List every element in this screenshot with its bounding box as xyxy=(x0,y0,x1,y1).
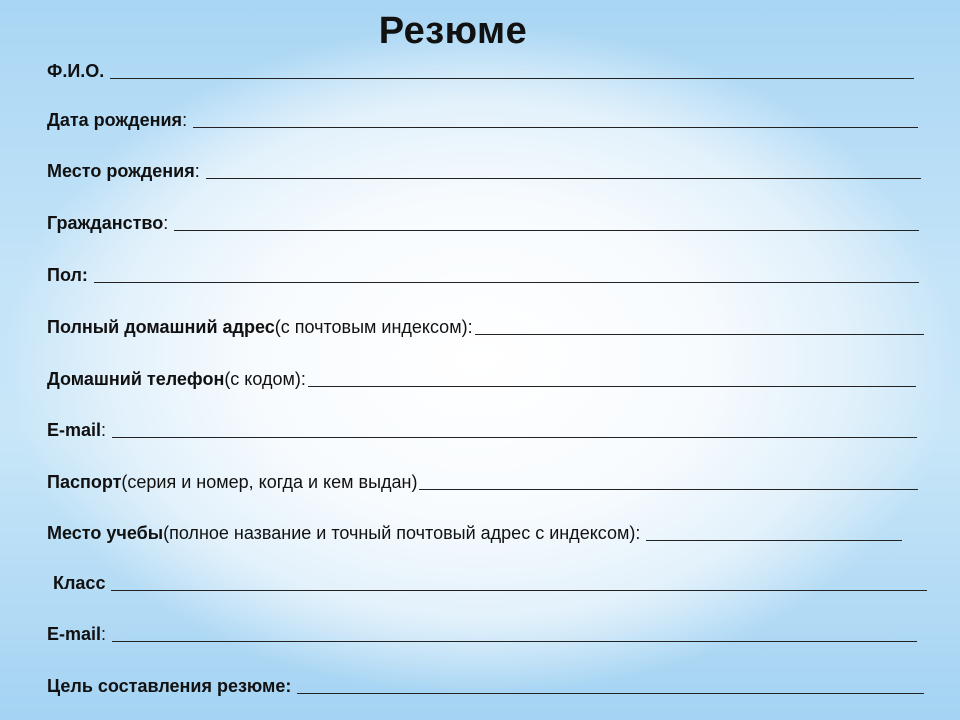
field-label-grade: Класс xyxy=(53,573,106,593)
field-hint-birthdate: : xyxy=(182,110,188,130)
field-hint-birthplace: : xyxy=(194,161,200,181)
field-row-address xyxy=(47,314,924,338)
page-title: Резюме xyxy=(378,10,528,52)
field-row-email-2 xyxy=(47,621,917,645)
goal-blank-line[interactable] xyxy=(297,693,924,694)
field-hint-passport: (серия и номер, когда и кем выдан) xyxy=(121,472,418,492)
passport-blank-line[interactable] xyxy=(419,489,918,490)
field-hint-citizenship: : xyxy=(163,213,169,233)
field-row-birthplace xyxy=(47,158,921,182)
field-row-goal xyxy=(47,673,924,697)
field-label-gender: Пол: xyxy=(47,265,88,285)
field-row-gender xyxy=(47,262,919,286)
field-label-birthdate: Дата рождения xyxy=(47,110,183,130)
field-label-goal: Цель составления резюме: xyxy=(47,676,292,696)
field-label-school: Место учебы xyxy=(47,523,164,543)
field-hint-school: (полное название и точный почтовый адрес с индексом): xyxy=(163,523,641,543)
fio-blank-line[interactable] xyxy=(110,78,914,79)
field-row-phone xyxy=(47,366,916,390)
field-label-address: Полный домашний адрес xyxy=(47,317,275,337)
address-blank-line[interactable] xyxy=(475,334,924,335)
citizenship-blank-line[interactable] xyxy=(174,230,919,231)
field-label-email-2: E-mail xyxy=(47,624,102,644)
field-hint-email-2: : xyxy=(101,624,107,644)
field-row-birthdate xyxy=(47,107,918,131)
field-row-grade xyxy=(53,570,927,594)
field-label-passport: Паспорт xyxy=(47,472,122,492)
field-label-phone: Домашний телефон xyxy=(47,369,225,389)
field-hint-email-1: : xyxy=(101,420,107,440)
field-label-birthplace: Место рождения xyxy=(47,161,195,181)
field-label-email-1: E-mail xyxy=(47,420,102,440)
birthdate-blank-line[interactable] xyxy=(193,127,918,128)
grade-blank-line[interactable] xyxy=(111,590,927,591)
school-blank-line[interactable] xyxy=(646,540,902,541)
email-2-blank-line[interactable] xyxy=(112,641,917,642)
field-label-citizenship: Гражданство xyxy=(47,213,164,233)
field-row-school xyxy=(47,520,902,544)
field-label-fio: Ф.И.О. xyxy=(47,61,105,81)
field-hint-phone: (с кодом): xyxy=(224,369,306,389)
birthplace-blank-line[interactable] xyxy=(206,178,921,179)
field-row-email-1 xyxy=(47,417,917,441)
phone-blank-line[interactable] xyxy=(308,386,916,387)
field-row-passport xyxy=(47,469,918,493)
field-row-citizenship xyxy=(47,210,919,234)
email-1-blank-line[interactable] xyxy=(112,437,917,438)
field-row-fio xyxy=(47,58,914,82)
field-hint-address: (с почтовым индексом): xyxy=(274,317,473,337)
gender-blank-line[interactable] xyxy=(94,282,919,283)
